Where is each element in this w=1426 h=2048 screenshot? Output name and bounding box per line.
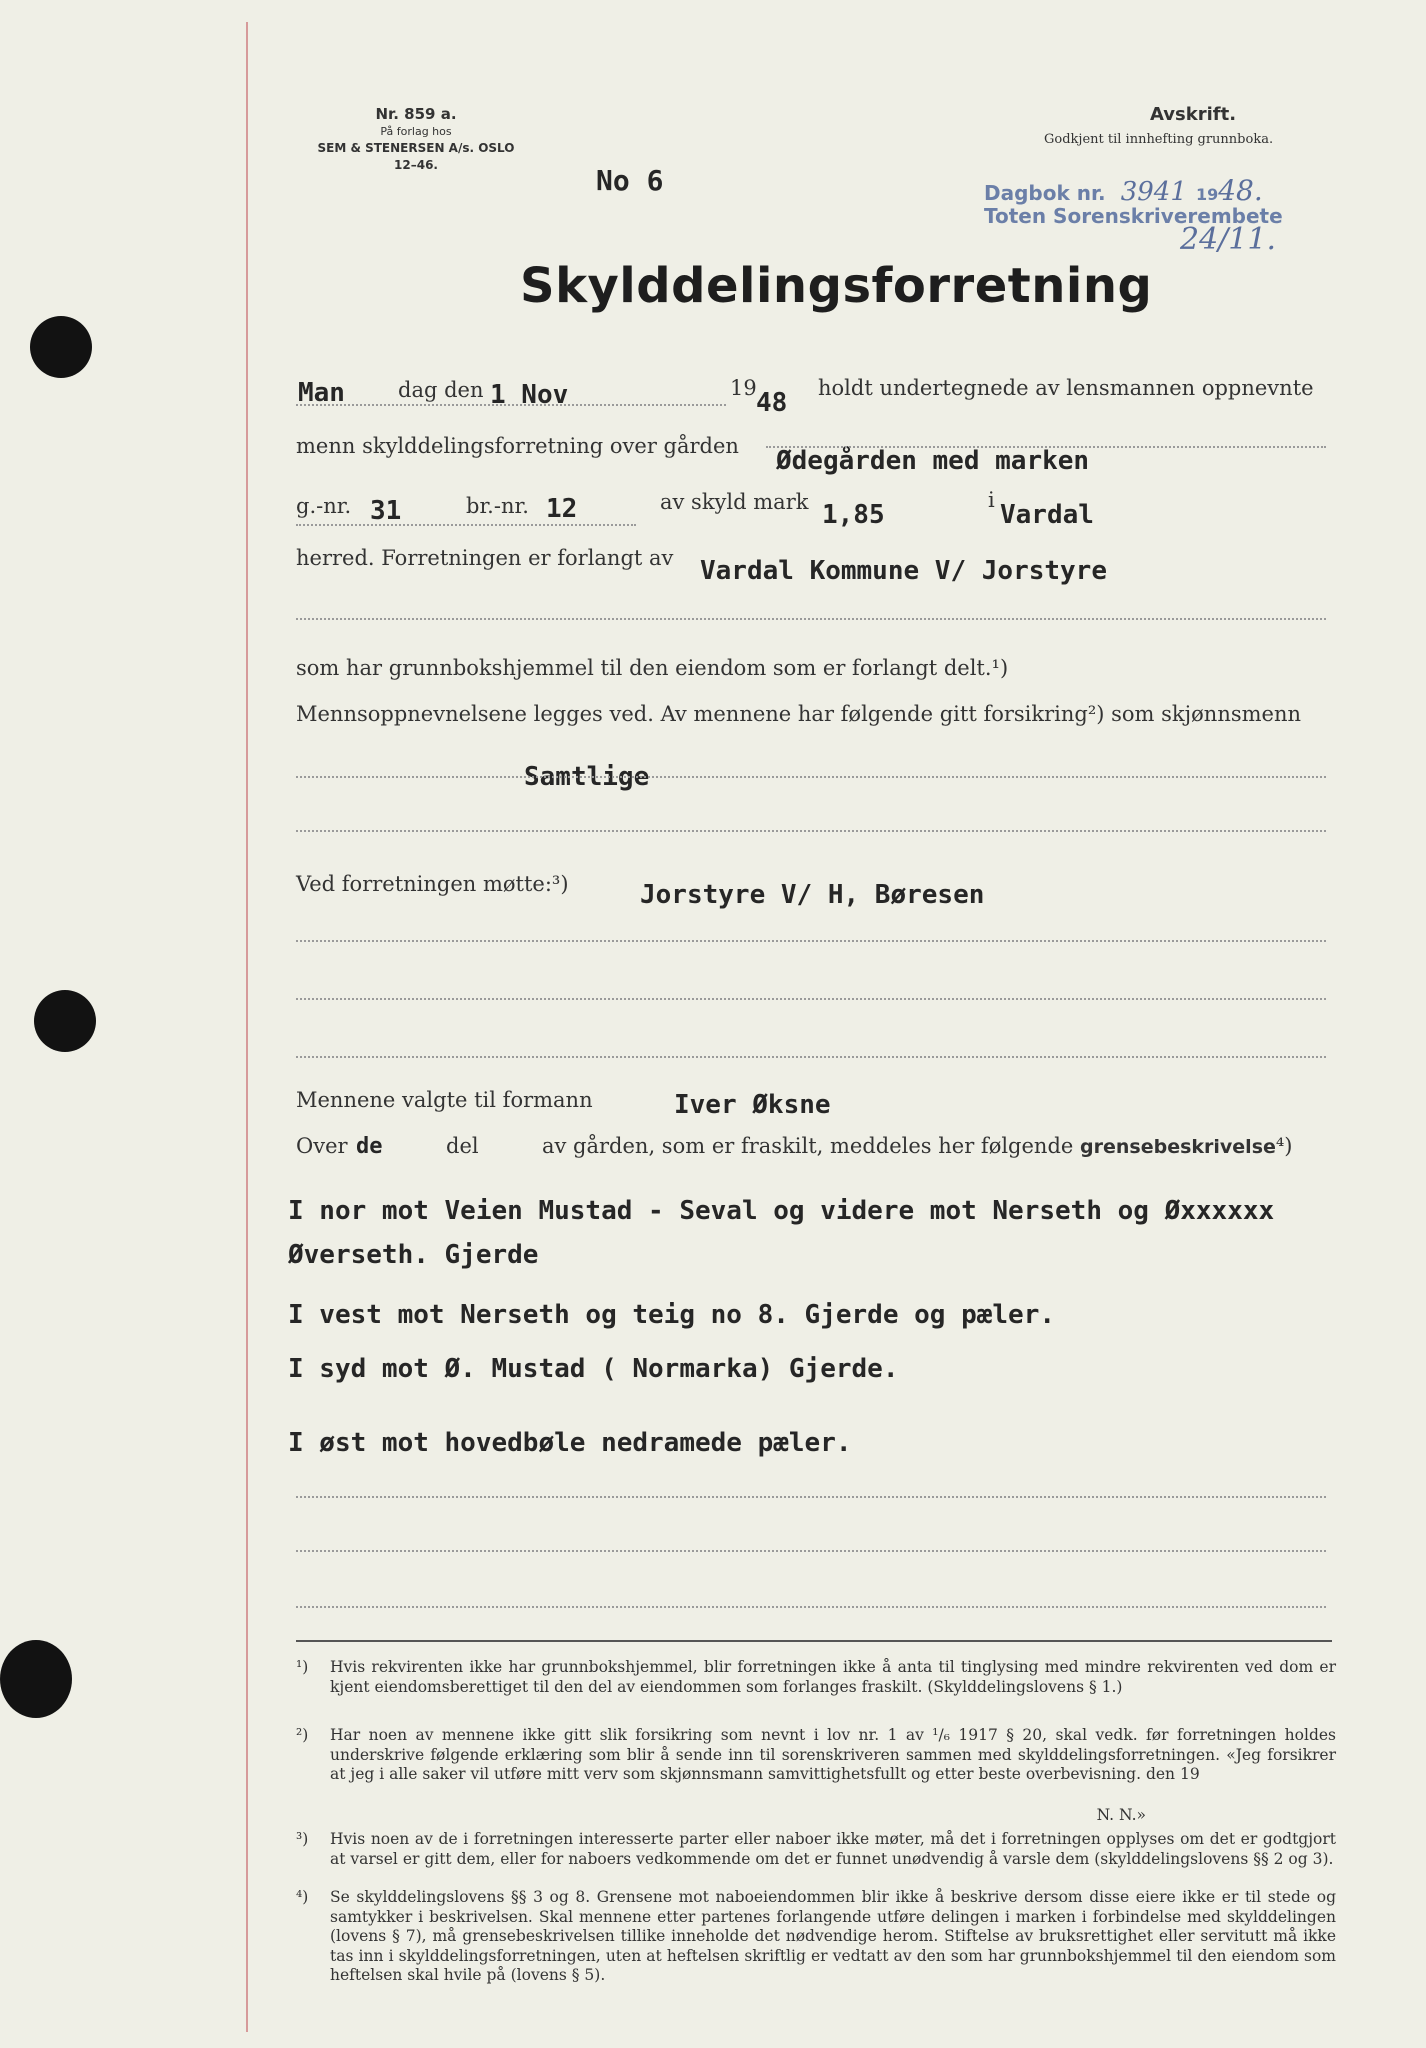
chair-value: Iver Øksne: [674, 1090, 831, 1120]
stamp-date: 24/11.: [1180, 222, 1276, 257]
del-label: del: [446, 1134, 479, 1158]
bnr-value: 12: [546, 494, 578, 524]
copy-label: Avskrift.: [1150, 104, 1237, 125]
municipality-value: Vardal: [1000, 500, 1094, 530]
journal-stamp: [984, 174, 1263, 207]
year-prefix: 19: [730, 376, 757, 400]
boundary-line: I øst mot hovedbøle nedramede pæler.: [288, 1428, 852, 1458]
boundary-line: I syd mot Ø. Mustad ( Normarka) Gjerde.: [288, 1354, 899, 1384]
over-label: Over: [296, 1134, 348, 1158]
dag-den-label: dag den: [398, 378, 484, 402]
skyld-label: av skyld mark: [660, 490, 809, 514]
approval-text: Godkjent til innhefting grunnboka.: [1044, 132, 1274, 147]
stamp-year-prefix: 19: [1195, 185, 1219, 204]
i-label: i: [988, 488, 995, 512]
form-number: Nr. 859 a.: [375, 105, 457, 123]
boundary-intro: av gården, som er fraskilt, meddeles her følgende grensebeskrivelse⁴): [542, 1134, 1293, 1158]
gnr-value: 31: [370, 496, 402, 526]
requester-value: Vardal Kommune V/ Jorstyre: [700, 556, 1107, 586]
form-edition: 12–46.: [394, 158, 438, 172]
boundary-line: I vest mot Nerseth og teig no 8. Gjerde og pæler.: [288, 1300, 1056, 1330]
page-title: Skylddelingsforretning: [520, 258, 1153, 314]
punch-hole: [30, 316, 92, 378]
stamp-year-suffix: 48.: [1218, 174, 1263, 207]
held-text: holdt undertegnede av lensmannen oppnevnte: [818, 376, 1314, 400]
punch-hole: [34, 990, 96, 1052]
margin-line: [246, 22, 248, 2032]
gnr-label: g.-nr.: [296, 494, 352, 518]
skyld-value: 1,85: [822, 500, 885, 530]
attendance-label: Ved forretningen møtte:³): [296, 872, 569, 896]
farm-name: Ødegården med marken: [776, 446, 1090, 476]
document-number: No 6: [596, 164, 664, 197]
dagbok-number: 3941: [1120, 177, 1187, 207]
chair-label: Mennene valgte til formann: [296, 1088, 593, 1112]
title-holder-text: som har grunnbokshjemmel til den eiendom som er forlangt delt.¹): [296, 656, 1009, 680]
requested-by-label: herred. Forretningen er forlangt av: [296, 546, 674, 570]
boundary-line: Øverseth. Gjerde: [288, 1240, 539, 1270]
punch-hole: [0, 1640, 72, 1718]
bnr-label: br.-nr.: [466, 494, 529, 518]
footnote: ²) Har noen av mennene ikke gitt slik forsikring som nevnt i lov nr. 1 av ¹/₆ 1917 § 20, skal vedk. før forretningen holdes underskrive følgende erklæring som blir å sende inn til sorenskriveren sammen med skylddelingsforretningen. «Jeg forsikrer at jeg i alle saker vil utføre mitt verv som skjønnsmann samvittighetsfullt og etter beste overbevisning. den 19: [296, 1726, 1336, 1783]
part-fill: de: [356, 1134, 383, 1159]
weekday-value: Man: [298, 378, 345, 408]
date-value: 1 Nov: [490, 380, 569, 410]
dagbok-label: Dagbok nr.: [984, 181, 1106, 205]
boundary-line: I nor mot Veien Mustad - Seval og videre mot Nerseth og Øxxxxxx: [288, 1196, 1275, 1226]
footnote: ¹) Hvis rekvirenten ikke har grunnbokshjemmel, blir forretningen ikke å anta til tinglysing med mindre rekvirenten ved dom er kjent eiendomsberettiget til den del av eiendommen som forlanges fraskilt. (Skylddelingslovens § 1.): [296, 1658, 1336, 1696]
attendance-value: Jorstyre V/ H, Børesen: [640, 880, 985, 910]
publisher-line1: På forlag hos: [380, 125, 452, 138]
over-farm-label: menn skylddelingsforretning over gården: [296, 434, 739, 458]
appointment-text: Mennsoppnevnelsene legges ved. Av mennene har følgende gitt forsikring²) som skjønnsmenn: [296, 702, 1302, 726]
year-suffix: 48: [756, 388, 788, 418]
publisher-line2: SEM & STENERSEN A/s. OSLO: [317, 141, 515, 155]
appraisers-value: Samtlige: [524, 762, 650, 792]
footnote-divider: [296, 1640, 1332, 1642]
footnote: ³) Hvis noen av de i forretningen interesserte parter eller naboer ikke møter, må det i forretningen opplyses om det er godtgjort at varsel er gitt dem, eller for naboers vedkommende om det er funnet unødvendig å varsle dem (skylddelingslovens §§ 2 og 3).: [296, 1830, 1336, 1868]
footnote-signature: N. N.»: [1096, 1806, 1146, 1824]
footnote: ⁴) Se skylddelingslovens §§ 3 og 8. Grensene mot naboeiendommen blir ikke å beskrive dersom disse eiere ikke er til stede og samtykker i beskrivelsen. Skal mennene etter partenes forlangende utføre delingen i marken i forbindelse med skylddelingen (lovens § 7), må grensebeskrivelsen tillike inneholde det nødvendige herom. Stiftelse av bruksrettighet eller servitutt må ikke tas inn i skylddelingsforretningen, uten at heftelsen skriftlig er vedtatt av den som har grunnbokshjemmel til den eiendom som heftelsen skal hvile på (lovens § 5).: [296, 1888, 1336, 1984]
form-header: [296, 106, 536, 174]
court-office: Toten Sorenskriverembete: [984, 204, 1283, 228]
